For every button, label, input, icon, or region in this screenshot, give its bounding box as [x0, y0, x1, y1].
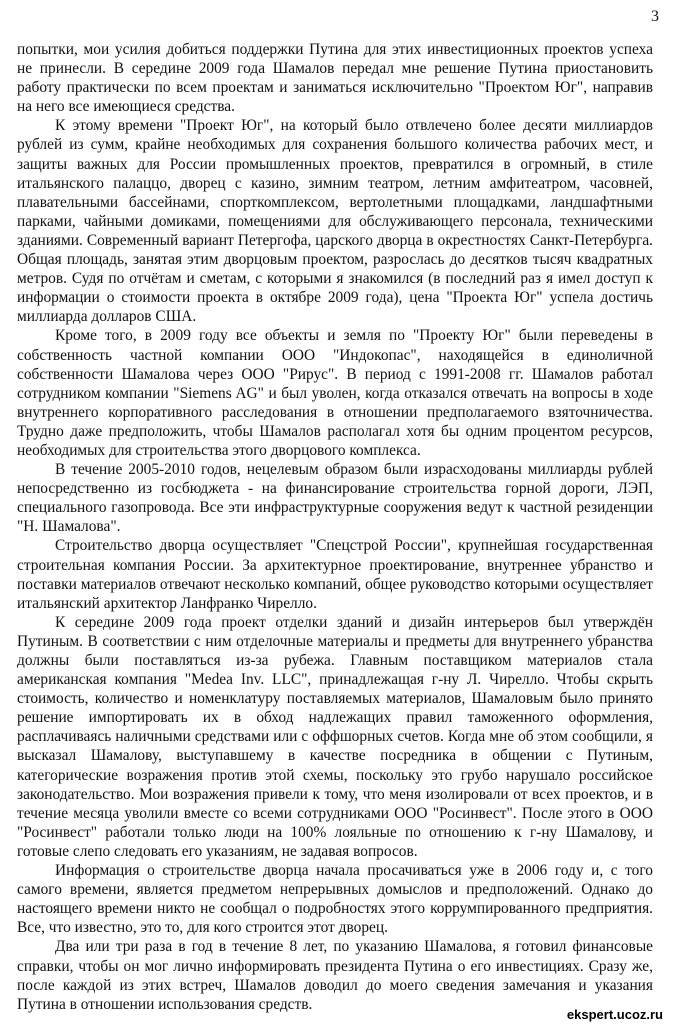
- paragraph-1: попытки, мои усилия добиться поддержки Путина для этих инвестиционных проектов успеха не принесли. В середине 2009 года Шамалов передал мне решение Путина приостановить работу практически по всем проектам и заниматься исключительно "Проектом Юг", направив на него все имеющиеся средства.: [17, 41, 653, 116]
- paragraph-4: В течение 2005-2010 годов, нецелевым образом были израсходованы миллиарды рублей непосредственно из госбюджета - на финансирование строительства горной дороги, ЛЭП, специального газопровода. Все эти инфраструктурные сооружения ведут к частной резиденции "Н. Шамалова".: [17, 461, 653, 536]
- paragraph-8: Два или три раза в год в течение 8 лет, по указанию Шамалова, я готовил финансовые справки, чтобы он мог лично информировать президента Путина о его инвестициях. Сразу же, после каждой из этих встреч, Шамалов доводил до моего сведения замечания и указания Путина в отношении использования средств.: [17, 938, 653, 1013]
- paragraph-5: Строительство дворца осуществляет "Спецстрой России", крупнейшая государственная строительная компания России. За архитектурное проектирование, внутреннее убранство и поставки материалов отвечают несколько компаний, общее руководство которыми осуществляет итальянский архитектор Ланфранко Чирелло.: [17, 537, 653, 612]
- paragraph-2: К этому времени "Проект Юг", на который было отвлечено более десяти миллиардов рублей из сумм, крайне необходимых для сохранения большого количества рабочих мест, и защиты важных для России промышленных проектов, превратился в огромный, в стиле итальянского палаццо, дворец с казино, зимним театром, летним амфитеатром, часовней, плавательными бассейнами, спорткомплексом, вертолетными площадками, ландшафтными парками, чайными домиками, помещениями для обслуживающего персонала, техническими зданиями. Современный вариант Петергофа, царского дворца в окрестностях Санкт-Петербурга. Общая площадь, занятая этим дворцовым проектом, разрослась до десятков тысяч квадратных метров. Судя по отчётам и сметам, с которыми я знакомился (в последний раз я имел доступ к информации о стоимости проекта в октябре 2009 года), цена "Проекта Юг" успела достичь миллиарда долларов США.: [17, 117, 653, 326]
- page-number: 3: [651, 8, 659, 25]
- watermark: ekspert.ucoz.ru: [566, 1007, 663, 1022]
- paragraph-3: Кроме того, в 2009 году все объекты и земля по "Проекту Юг" были переведены в собственность частной компании ООО "Индокопас", находящейся в единоличной собственности Шамалова через ООО "Рирус". В период с 1991-2008 гг. Шамалов работал сотрудником компании "Siemens AG" и был уволен, когда отказался отвечать на вопросы в ходе внутреннего корпоративного расследования в отношении предполагаемого взяточничества. Трудно даже предположить, чтобы Шамалов располагал хотя бы одним процентом ресурсов, необходимых для строительства этого дворцового комплекса.: [17, 327, 653, 459]
- paragraph-6: К середине 2009 года проект отделки зданий и дизайн интерьеров был утверждён Путиным. В соответствии с ним отделочные материалы и предметы для внутреннего убранства должны были поставляться из-за рубежа. Главным поставщиком материалов стала американская компания "Medea Inv. LLC", принадлежащая г-ну Л. Чирелло. Чтобы скрыть стоимость, количество и номенклатуру поставляемых материалов, Шамаловым было принято решение импортировать их в обход надлежащих правил таможенного оформления, расплачиваясь наличными средствами или с оффшорных счетов. Когда мне об этом сообщили, я высказал Шамалову, выступавшему в качестве посредника в общении с Путиным, категорические возражения против этой схемы, поскольку это грубо нарушало российское законодательство. Мои возражения привели к тому, что меня изолировали от всех проектов, и в течение месяца уволили вместе со всеми сотрудниками ООО "Росинвест". После этого в ООО "Росинвест" работали только люди на 100% лояльные по отношению к г-ну Шамалову, и готовые слепо следовать его указаниям, не задавая вопросов.: [17, 613, 653, 860]
- paragraph-7: Информация о строительстве дворца начала просачиваться уже в 2006 году и, с того самого времени, является предметом непрерывных домыслов и предположений. Однако до настоящего времени никто не сообщал о подробностях этого коррумпированного предприятия. Все, что известно, это то, для кого строится этот дворец.: [17, 862, 653, 937]
- body-text: [17, 40, 653, 1014]
